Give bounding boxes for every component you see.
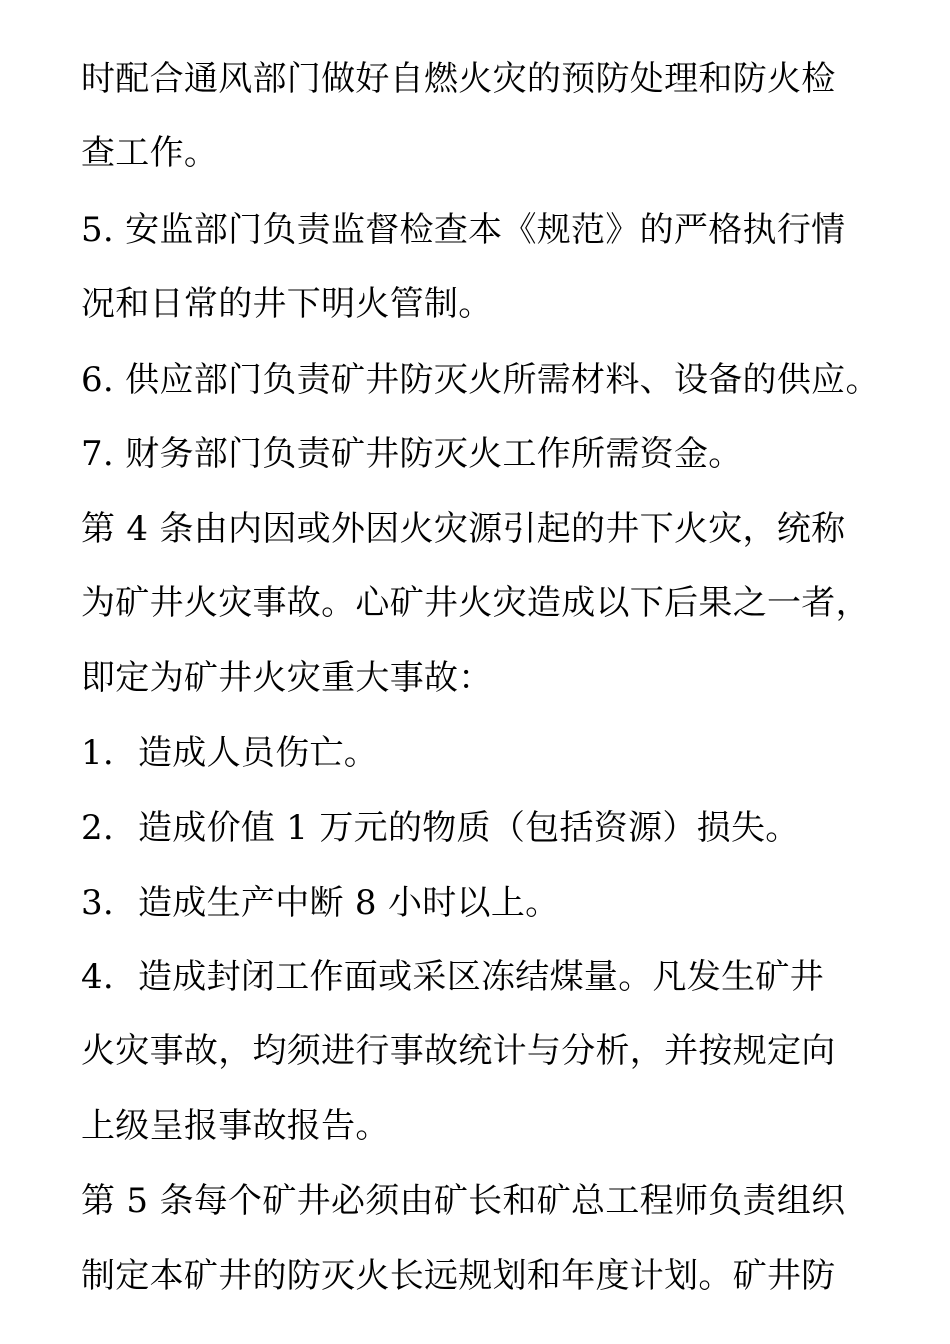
consequence-item-3 bbox=[81, 883, 559, 923]
article-4-line: 第 4 条由内因或外因火灾源引起的井下火灾，统称 bbox=[81, 509, 846, 549]
item-text: 造成价值 1 万元的物质（包括资源）损失。 bbox=[138, 808, 800, 848]
list-item-7: 7. 财务部门负责矿井防灭火工作所需资金。 bbox=[81, 434, 743, 474]
list-item-5: 5. 安监部门负责监督检查本《规范》的严格执行情 bbox=[81, 210, 846, 250]
text-line: 时配合通风部门做好自燃火灾的预防处理和防火检 bbox=[81, 59, 836, 99]
text-line: 为矿井火灾事故。心矿井火灾造成以下后果之一者， bbox=[81, 583, 870, 623]
list-item-6: 6. 供应部门负责矿井防灭火所需材料、设备的供应。 bbox=[81, 360, 880, 400]
text-line: 制定本矿井的防灭火长远规划和年度计划。矿井防 bbox=[81, 1256, 836, 1296]
item-text: 造成封闭工作面或采区冻结煤量。凡发生矿井 bbox=[138, 957, 824, 997]
consequence-item-2 bbox=[81, 808, 800, 848]
item-number: 3. bbox=[81, 883, 115, 923]
text-line: 上级呈报事故报告。 bbox=[81, 1106, 390, 1146]
text-line: 火灾事故，均须进行事故统计与分析，并按规定向 bbox=[81, 1031, 836, 1071]
item-text: 造成人员伤亡。 bbox=[138, 733, 379, 773]
item-number: 4. bbox=[81, 957, 115, 997]
item-number: 2. bbox=[81, 808, 115, 848]
item-text: 造成生产中断 8 小时以上。 bbox=[138, 883, 560, 923]
text-line: 即定为矿井火灾重大事故： bbox=[81, 658, 493, 698]
text-line: 查工作。 bbox=[81, 133, 219, 173]
item-number: 1. bbox=[81, 733, 115, 773]
text-line: 况和日常的井下明火管制。 bbox=[81, 284, 493, 324]
consequence-item-1 bbox=[81, 733, 378, 773]
article-5-line: 第 5 条每个矿井必须由矿长和矿总工程师负责组织 bbox=[81, 1181, 846, 1221]
consequence-item-4 bbox=[81, 957, 824, 997]
